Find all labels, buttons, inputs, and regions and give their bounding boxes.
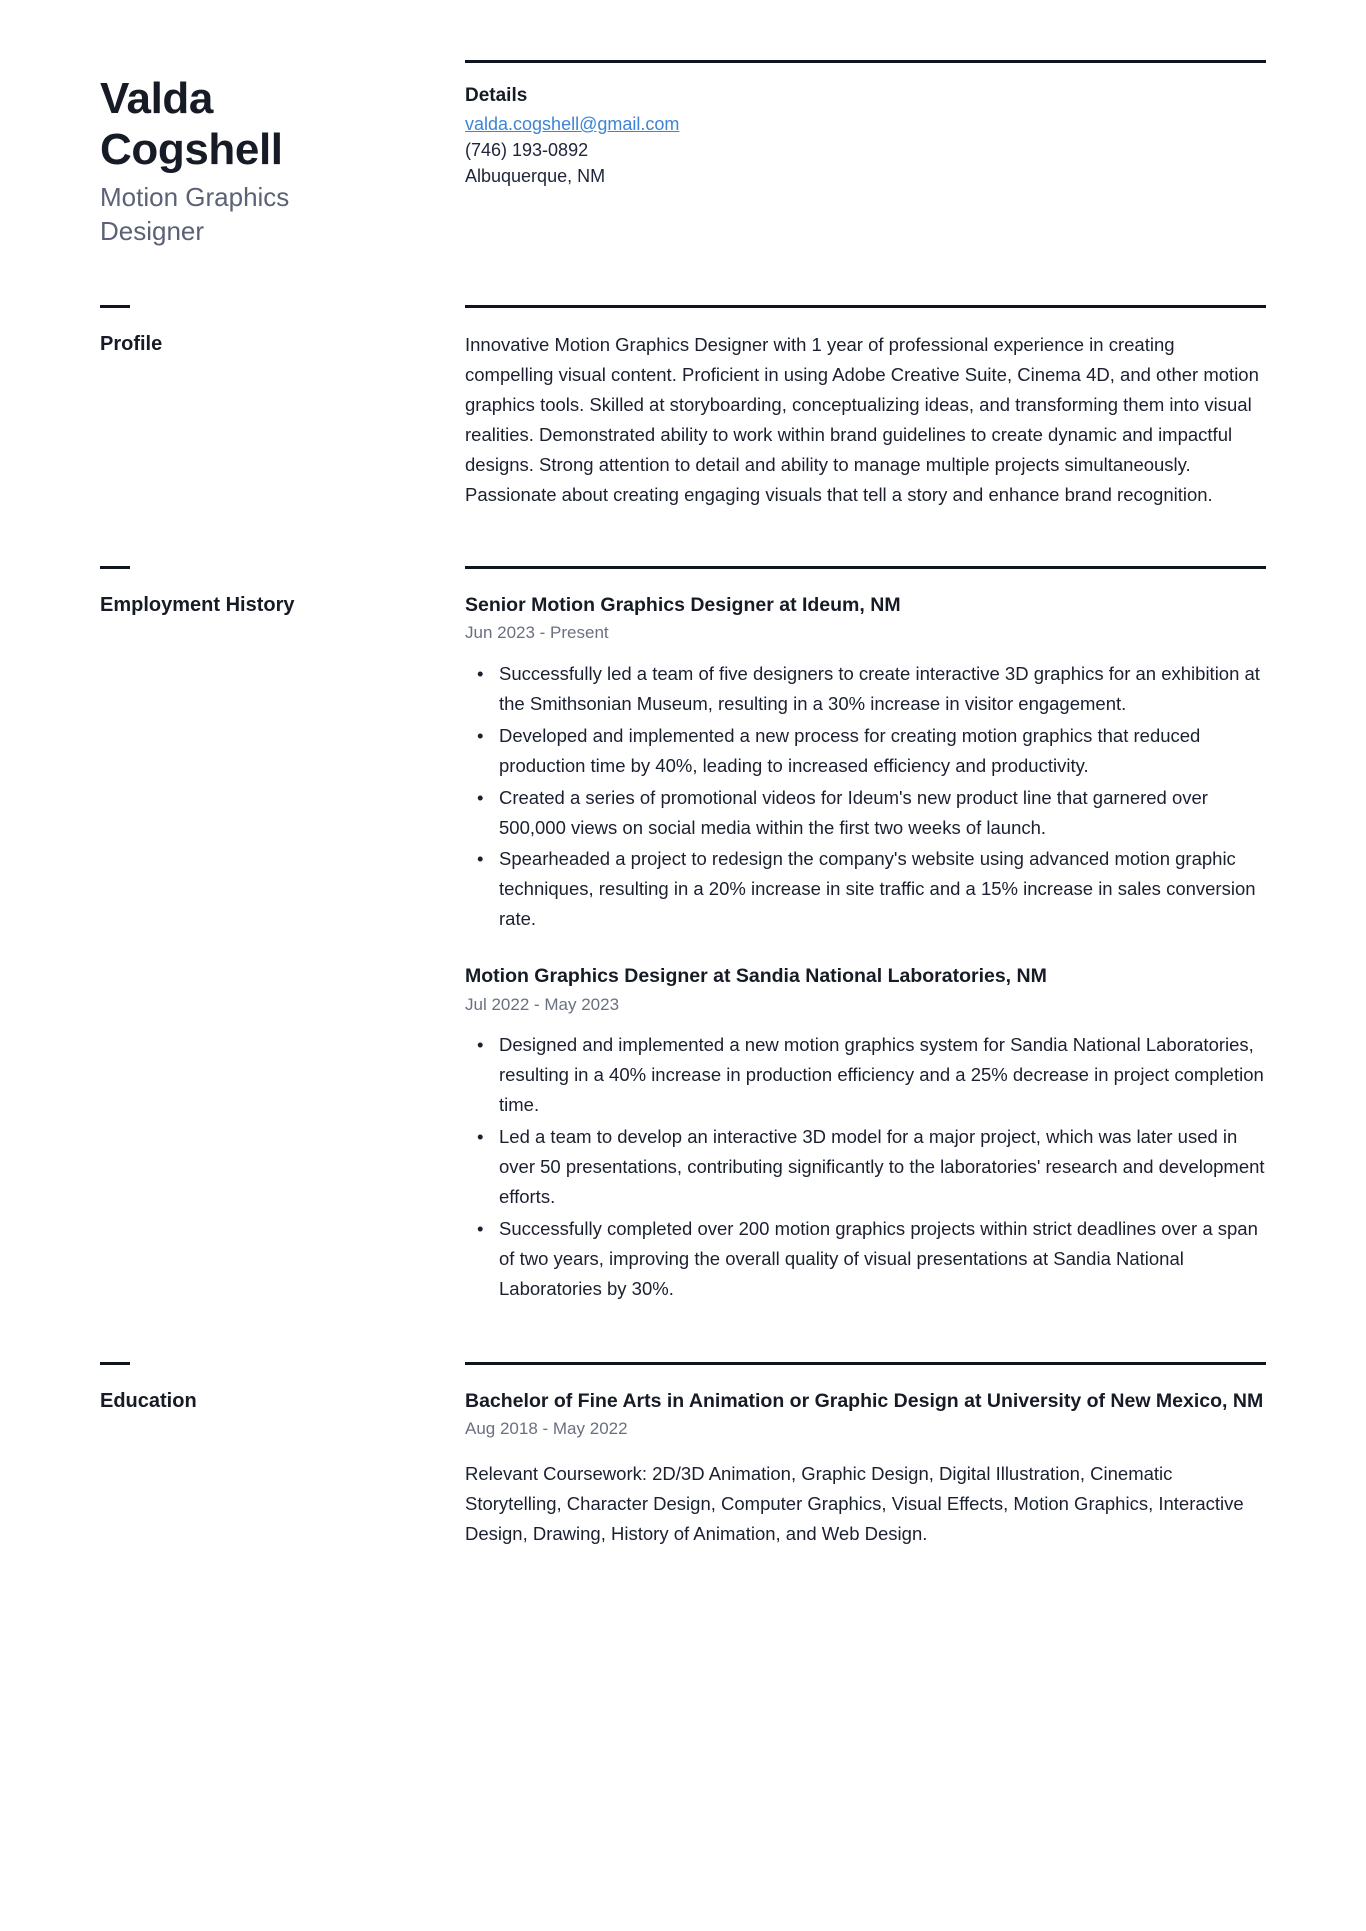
education-entry <box>465 1387 1266 1549</box>
list-item: • Designed and implemented a new motion graphics system for Sandia National Laboratories, resulting in a 40% increase in production efficiency and a 25% decrease in project completion time. <box>499 1030 1266 1120</box>
employment-content <box>440 566 1266 1307</box>
employment-entry <box>465 962 1266 1304</box>
header-identity <box>100 60 440 249</box>
employment-label-column <box>100 566 440 617</box>
list-item: • Created a series of promotional videos for Ideum's new product line that garnered over 500,000 views on social media within the first two weeks of launch. <box>499 783 1266 843</box>
section-employment <box>100 566 1266 1307</box>
section-profile <box>100 305 1266 510</box>
details-block <box>440 60 1266 189</box>
list-item: • Developed and implemented a new process for creating motion graphics that reduced production time by 40%, leading to increased efficiency and productivity. <box>499 721 1266 781</box>
section-dash-icon <box>100 566 130 569</box>
employment-entry <box>465 591 1266 935</box>
list-item: • Successfully completed over 200 motion graphics projects within strict deadlines over a span of two years, improving the overall quality of visual presentations at Sandia National Laboratories by 30%. <box>499 1214 1266 1304</box>
profile-label-column <box>100 305 440 356</box>
education-entry-date: Aug 2018 - May 2022 <box>465 1419 628 1439</box>
section-dash-icon <box>100 1362 130 1365</box>
education-content <box>440 1362 1266 1549</box>
page-title: Valda Cogshell <box>100 74 283 174</box>
header-row <box>100 60 1266 249</box>
list-item: • Spearheaded a project to redesign the company's website using advanced motion graphic techniques, resulting in a 20% increase in site traffic and a 15% increase in sales conversion rate. <box>499 844 1266 934</box>
list-item: • Led a team to develop an interactive 3D model for a major project, which was later used in over 50 presentations, contributing significantly to the laboratories' research and development efforts. <box>499 1122 1266 1212</box>
phone-text: (746) 193-0892 <box>465 140 589 161</box>
details-email-row <box>465 111 1266 137</box>
profile-divider <box>465 305 1266 308</box>
details-divider <box>465 60 1266 63</box>
profile-paragraph: Innovative Motion Graphics Designer with 1 year of professional experience in creating compelling visual content. Proficient in using Adobe Creative Suite, Cinema 4D, and other motion graphics tools. Skilled at storyboarding, conceptualizing ideas, and transforming them into visual realities. Demonstrated ability to work within brand guidelines to create dynamic and impactful designs. Strong attention to detail and ability to manage multiple projects simultaneously. Passionate about creating engaging visuals that tell a story and enhance brand recognition. <box>465 333 1259 505</box>
education-label-column <box>100 1362 440 1413</box>
employment-entry-date: Jun 2023 - Present <box>465 622 609 642</box>
education-entry-title: Bachelor of Fine Arts in Animation or Graphic Design at University of New Mexico, NM <box>465 1390 1264 1413</box>
location-text: Albuquerque, NM <box>465 166 606 187</box>
professional-title: Motion Graphics Designer <box>100 182 290 246</box>
employment-entry-bullets <box>465 1030 1266 1304</box>
section-education <box>100 1362 1266 1549</box>
section-dash-icon <box>100 305 130 308</box>
email-link[interactable]: valda.cogshell@gmail.com <box>465 114 680 134</box>
employment-entry-date: Jul 2022 - May 2023 <box>465 994 620 1014</box>
section-heading-profile: Profile <box>100 332 163 355</box>
list-item: • Successfully led a team of five designers to create interactive 3D graphics for an exhibition at the Smithsonian Museum, resulting in a 30% increase in visitor engagement. <box>499 659 1266 719</box>
employment-divider <box>465 566 1266 569</box>
education-divider <box>465 1362 1266 1365</box>
section-heading-education: Education <box>100 1390 197 1413</box>
section-heading-employment: Employment History <box>100 593 295 616</box>
details-heading: Details <box>465 85 528 106</box>
employment-entry-title: Senior Motion Graphics Designer at Ideum, NM <box>465 593 901 616</box>
education-entry-description: Relevant Coursework: 2D/3D Animation, Graphic Design, Digital Illustration, Cinematic Storytelling, Character Design, Computer Graphics, Visual Effects, Motion Graphics, Interactive Design, Drawing, History of Animation, and Web Design. <box>465 1463 1244 1545</box>
employment-entry-bullets <box>465 659 1266 935</box>
employment-entry-title: Motion Graphics Designer at Sandia National Laboratories, NM <box>465 965 1047 988</box>
profile-content <box>440 305 1266 510</box>
